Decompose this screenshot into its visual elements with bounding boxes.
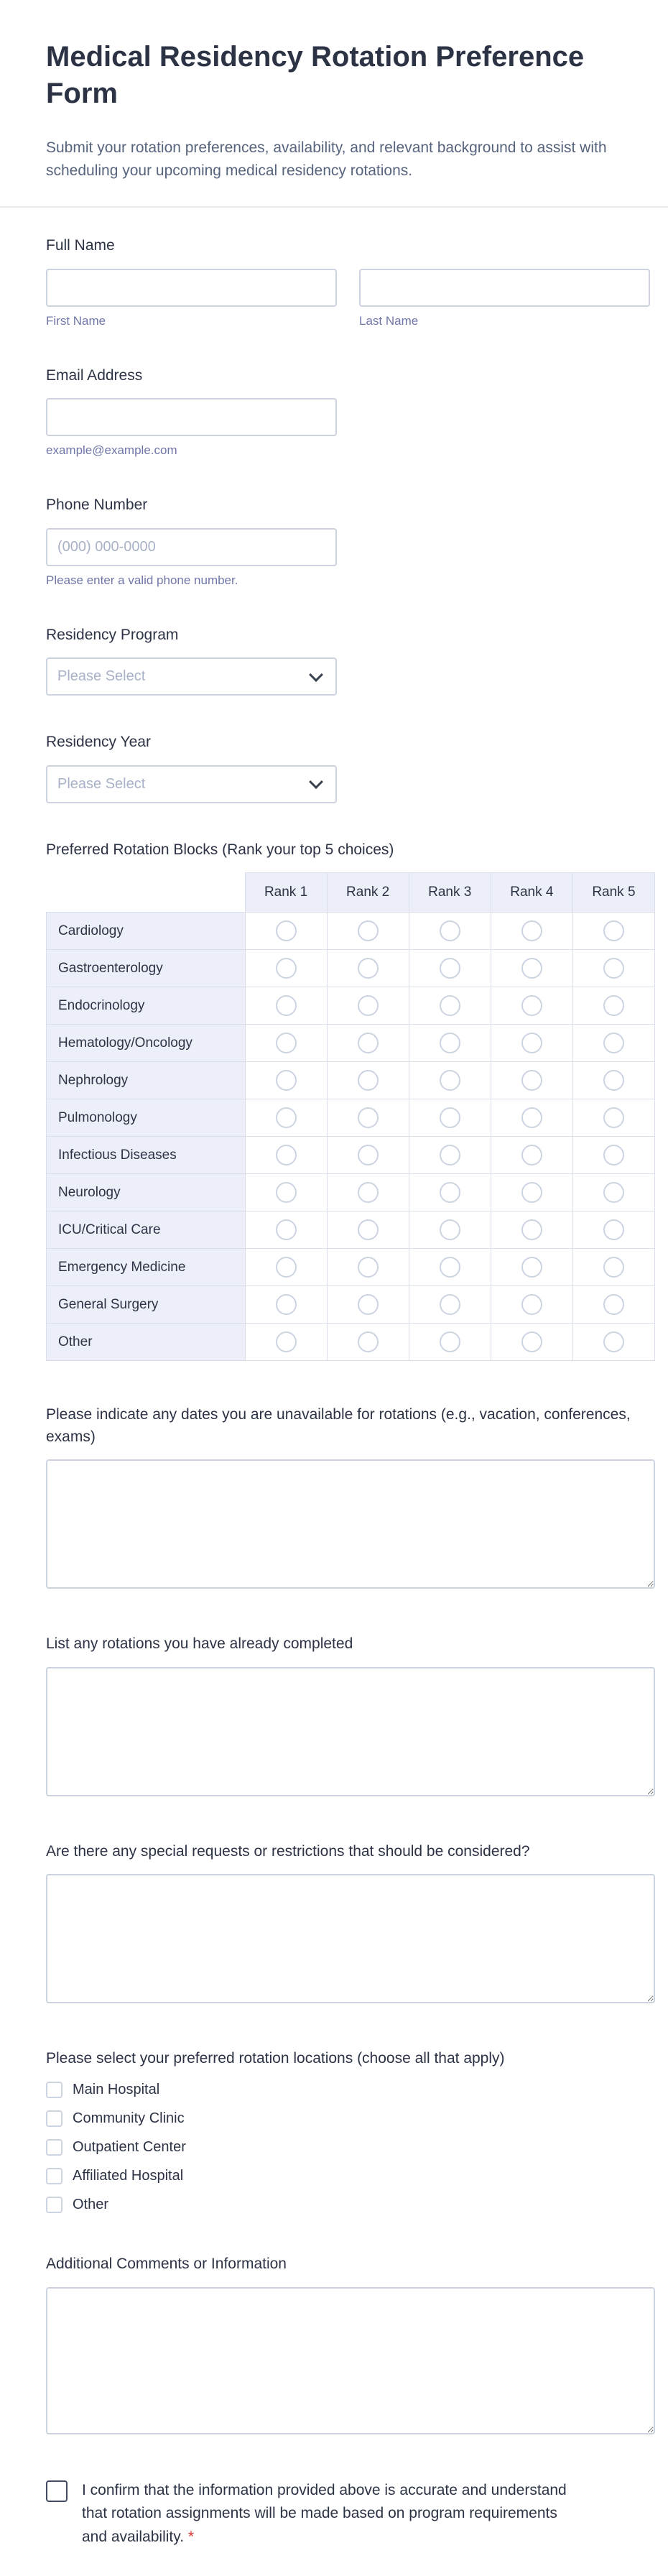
matrix-radio[interactable]	[521, 1331, 542, 1352]
field-special-requests	[46, 1841, 655, 2003]
field-full-name	[46, 235, 655, 329]
matrix-column-header: Rank 5	[572, 873, 654, 913]
matrix-cell	[491, 1286, 572, 1324]
matrix-row	[47, 1324, 655, 1361]
matrix-radio[interactable]	[603, 1331, 624, 1352]
matrix-radio[interactable]	[603, 1145, 624, 1165]
matrix-radio[interactable]	[603, 920, 624, 941]
matrix-cell	[245, 1062, 327, 1099]
matrix-radio[interactable]	[603, 1070, 624, 1091]
matrix-cell	[491, 1137, 572, 1174]
completed-rotations-label: List any rotations you have already completed	[46, 1635, 353, 1653]
matrix-radio[interactable]	[440, 1257, 460, 1278]
matrix-cell	[409, 913, 491, 950]
matrix-cell	[245, 913, 327, 950]
confirmation-checkbox[interactable]	[46, 2480, 68, 2502]
matrix-radio[interactable]	[276, 1145, 297, 1165]
phone-sublabel: Please enter a valid phone number.	[46, 573, 238, 587]
matrix-cell	[572, 1286, 654, 1324]
residency-program-selected-value: Please Select	[57, 668, 146, 685]
matrix-cell	[491, 1062, 572, 1099]
matrix-cell	[327, 1174, 409, 1211]
matrix-row-label: Cardiology	[47, 913, 246, 950]
matrix-radio[interactable]	[358, 1331, 379, 1352]
matrix-radio[interactable]	[276, 1219, 297, 1240]
matrix-cell	[572, 1025, 654, 1062]
matrix-cell	[245, 1025, 327, 1062]
matrix-radio[interactable]	[521, 958, 542, 979]
required-asterisk: *	[187, 2529, 195, 2545]
matrix-row	[47, 1099, 655, 1137]
location-option[interactable]	[46, 2081, 655, 2098]
matrix-radio[interactable]	[440, 1331, 460, 1352]
matrix-cell	[245, 1286, 327, 1324]
matrix-radio[interactable]	[358, 920, 379, 941]
matrix-cell	[491, 1324, 572, 1361]
comments-textarea[interactable]	[46, 2287, 655, 2434]
matrix-row-label: General Surgery	[47, 1286, 246, 1324]
matrix-radio[interactable]	[276, 1257, 297, 1278]
matrix-cell	[409, 1211, 491, 1249]
matrix-column-header: Rank 3	[409, 873, 491, 913]
confirmation-text	[82, 2479, 585, 2549]
matrix-radio[interactable]	[276, 1033, 297, 1053]
matrix-cell	[327, 1249, 409, 1286]
location-checkbox[interactable]	[46, 2082, 62, 2098]
matrix-radio[interactable]	[521, 1033, 542, 1053]
location-option-label: Community Clinic	[73, 2110, 185, 2127]
email-label: Email Address	[46, 366, 143, 384]
matrix-cell	[572, 1211, 654, 1249]
matrix-cell	[491, 913, 572, 950]
matrix-cell	[245, 1211, 327, 1249]
matrix-row	[47, 1211, 655, 1249]
location-option-label: Other	[73, 2197, 109, 2213]
matrix-cell	[327, 950, 409, 987]
field-completed-rotations	[46, 1633, 655, 1796]
matrix-cell	[491, 1174, 572, 1211]
matrix-row-label: ICU/Critical Care	[47, 1211, 246, 1249]
field-rotation-matrix	[46, 839, 655, 1361]
matrix-cell	[409, 1099, 491, 1137]
matrix-row-label: Endocrinology	[47, 987, 246, 1025]
matrix-radio[interactable]	[521, 995, 542, 1016]
unavailable-dates-textarea[interactable]	[46, 1459, 655, 1589]
matrix-cell	[327, 1025, 409, 1062]
matrix-radio[interactable]	[603, 1033, 624, 1053]
matrix-radio[interactable]	[358, 1107, 379, 1128]
last-name-sublabel: Last Name	[359, 313, 419, 328]
matrix-radio[interactable]	[358, 1294, 379, 1315]
location-checkbox[interactable]	[46, 2139, 62, 2156]
matrix-row	[47, 1286, 655, 1324]
matrix-column-header: Rank 1	[245, 873, 327, 913]
field-residency-program	[46, 624, 655, 696]
special-requests-label: Are there any special requests or restrictions that should be considered?	[46, 1842, 530, 1860]
matrix-row	[47, 1062, 655, 1099]
field-locations	[46, 2048, 655, 2213]
phone-label: Phone Number	[46, 497, 148, 514]
matrix-radio[interactable]	[521, 1107, 542, 1128]
matrix-radio[interactable]	[358, 958, 379, 979]
matrix-cell	[409, 1324, 491, 1361]
matrix-cell	[409, 1062, 491, 1099]
confirmation-label: I confirm that the information provided above is accurate and understand that rotation assignments will be made based on program requirements and availability.	[82, 2481, 567, 2545]
matrix-cell	[409, 1137, 491, 1174]
matrix-cell	[409, 1025, 491, 1062]
matrix-radio[interactable]	[440, 1107, 460, 1128]
matrix-row-label: Gastroenterology	[47, 950, 246, 987]
matrix-radio[interactable]	[276, 1182, 297, 1203]
matrix-radio[interactable]	[440, 920, 460, 941]
matrix-row	[47, 1025, 655, 1062]
last-name-input[interactable]	[359, 269, 650, 307]
matrix-row-label: Nephrology	[47, 1062, 246, 1099]
matrix-cell	[572, 950, 654, 987]
matrix-radio[interactable]	[603, 958, 624, 979]
residency-year-selected-value: Please Select	[57, 775, 146, 792]
residency-program-select[interactable]	[46, 657, 337, 696]
matrix-radio[interactable]	[440, 1219, 460, 1240]
matrix-radio[interactable]	[276, 920, 297, 941]
locations-options	[46, 2081, 655, 2213]
matrix-radio[interactable]	[358, 1182, 379, 1203]
matrix-radio[interactable]	[358, 1033, 379, 1053]
matrix-row	[47, 913, 655, 950]
matrix-cell	[409, 987, 491, 1025]
matrix-radio[interactable]	[603, 995, 624, 1016]
matrix-cell	[572, 1099, 654, 1137]
matrix-radio[interactable]	[440, 995, 460, 1016]
page-subtitle: Submit your rotation preferences, availability, and relevant background to assist with scheduling your upcoming medical residency rotations.	[46, 139, 607, 179]
matrix-radio[interactable]	[603, 1107, 624, 1128]
residency-year-label: Residency Year	[46, 734, 151, 751]
matrix-cell	[245, 1099, 327, 1137]
matrix-row	[47, 1137, 655, 1174]
matrix-cell	[491, 1249, 572, 1286]
matrix-radio[interactable]	[440, 1182, 460, 1203]
matrix-cell	[245, 950, 327, 987]
matrix-radio[interactable]	[521, 1070, 542, 1091]
matrix-radio[interactable]	[276, 958, 297, 979]
field-unavailable-dates	[46, 1404, 655, 1589]
matrix-cell	[572, 1062, 654, 1099]
matrix-cell	[572, 1137, 654, 1174]
matrix-cell	[327, 1286, 409, 1324]
matrix-row-label: Hematology/Oncology	[47, 1025, 246, 1062]
matrix-cell	[327, 1137, 409, 1174]
matrix-radio[interactable]	[603, 1294, 624, 1315]
matrix-radio[interactable]	[440, 1070, 460, 1091]
matrix-cell	[491, 1211, 572, 1249]
matrix-radio[interactable]	[276, 1107, 297, 1128]
matrix-cell	[572, 1324, 654, 1361]
matrix-radio[interactable]	[521, 1145, 542, 1165]
unavailable-dates-label: Please indicate any dates you are unavailable for rotations (e.g., vacation, conferences, exams)	[46, 1406, 631, 1445]
matrix-radio[interactable]	[521, 1219, 542, 1240]
field-email	[46, 365, 655, 459]
matrix-radio[interactable]	[358, 1145, 379, 1165]
field-comments	[46, 2253, 655, 2434]
matrix-row-label: Other	[47, 1324, 246, 1361]
location-checkbox[interactable]	[46, 2110, 62, 2127]
matrix-column-header: Rank 4	[491, 873, 572, 913]
matrix-radio[interactable]	[440, 958, 460, 979]
matrix-column-header: Rank 2	[327, 873, 409, 913]
field-confirmation	[46, 2479, 655, 2549]
matrix-cell	[245, 1249, 327, 1286]
matrix-radio[interactable]	[276, 995, 297, 1016]
matrix-row-label: Neurology	[47, 1174, 246, 1211]
matrix-row	[47, 1174, 655, 1211]
location-option[interactable]	[46, 2167, 655, 2184]
matrix-cell	[572, 913, 654, 950]
location-option-label: Affiliated Hospital	[73, 2168, 184, 2184]
location-option[interactable]	[46, 2138, 655, 2156]
matrix-cell	[245, 1137, 327, 1174]
matrix-body	[47, 913, 655, 1361]
matrix-radio[interactable]	[358, 1257, 379, 1278]
matrix-cell	[327, 1099, 409, 1137]
email-input[interactable]	[46, 398, 337, 436]
matrix-radio[interactable]	[440, 1033, 460, 1053]
matrix-cell	[245, 987, 327, 1025]
matrix-cell	[572, 1174, 654, 1211]
email-sublabel: example@example.com	[46, 443, 177, 458]
special-requests-textarea[interactable]	[46, 1874, 655, 2003]
comments-label: Additional Comments or Information	[46, 2256, 287, 2273]
location-option-label: Main Hospital	[73, 2082, 160, 2098]
matrix-cell	[327, 1062, 409, 1099]
matrix-cell	[327, 913, 409, 950]
matrix-row-label: Infectious Diseases	[47, 1137, 246, 1174]
matrix-row	[47, 987, 655, 1025]
matrix-cell	[245, 1324, 327, 1361]
matrix-row-label: Pulmonology	[47, 1099, 246, 1137]
matrix-cell	[245, 1174, 327, 1211]
field-phone	[46, 494, 655, 588]
matrix-cell	[409, 1286, 491, 1324]
first-name-input[interactable]	[46, 269, 337, 307]
matrix-radio[interactable]	[603, 1219, 624, 1240]
matrix-row	[47, 950, 655, 987]
chevron-down-icon	[309, 668, 323, 682]
matrix-cell	[491, 1025, 572, 1062]
form-header	[0, 0, 668, 182]
residency-program-label: Residency Program	[46, 626, 179, 643]
matrix-cell	[327, 987, 409, 1025]
matrix-corner-cell	[47, 873, 246, 913]
matrix-radio[interactable]	[603, 1257, 624, 1278]
matrix-cell	[409, 1174, 491, 1211]
location-checkbox[interactable]	[46, 2168, 62, 2184]
matrix-row-label: Emergency Medicine	[47, 1249, 246, 1286]
location-option[interactable]	[46, 2196, 655, 2213]
matrix-radio[interactable]	[358, 1070, 379, 1091]
matrix-radio[interactable]	[440, 1294, 460, 1315]
rotation-matrix-label: Preferred Rotation Blocks (Rank your top 5 choices)	[46, 841, 394, 858]
location-option[interactable]	[46, 2110, 655, 2127]
matrix-radio[interactable]	[276, 1294, 297, 1315]
chevron-down-icon	[309, 775, 323, 790]
location-option-label: Outpatient Center	[73, 2139, 186, 2156]
matrix-radio[interactable]	[603, 1182, 624, 1203]
matrix-radio[interactable]	[521, 1257, 542, 1278]
form-body	[0, 208, 668, 2549]
matrix-radio[interactable]	[358, 995, 379, 1016]
matrix-header-row	[47, 873, 655, 913]
matrix-radio[interactable]	[521, 1182, 542, 1203]
matrix-radio[interactable]	[521, 1294, 542, 1315]
matrix-radio[interactable]	[358, 1219, 379, 1240]
matrix-radio[interactable]	[521, 920, 542, 941]
field-residency-year	[46, 731, 655, 803]
full-name-label: Full Name	[46, 237, 115, 254]
matrix-cell	[327, 1324, 409, 1361]
rotation-matrix-table	[46, 872, 655, 1361]
matrix-radio[interactable]	[276, 1331, 297, 1352]
location-checkbox[interactable]	[46, 2197, 62, 2213]
matrix-cell	[572, 987, 654, 1025]
matrix-cell	[491, 987, 572, 1025]
matrix-cell	[409, 950, 491, 987]
completed-rotations-textarea[interactable]	[46, 1667, 655, 1796]
matrix-row	[47, 1249, 655, 1286]
phone-input[interactable]	[46, 528, 337, 566]
residency-year-select[interactable]	[46, 765, 337, 803]
page-title: Medical Residency Rotation Preference Form	[46, 41, 585, 110]
matrix-cell	[572, 1249, 654, 1286]
matrix-cell	[409, 1249, 491, 1286]
matrix-cell	[491, 950, 572, 987]
matrix-radio[interactable]	[440, 1145, 460, 1165]
matrix-cell	[491, 1099, 572, 1137]
first-name-sublabel: First Name	[46, 313, 106, 328]
locations-label: Please select your preferred rotation locations (choose all that apply)	[46, 2050, 505, 2067]
matrix-cell	[327, 1211, 409, 1249]
matrix-radio[interactable]	[276, 1070, 297, 1091]
